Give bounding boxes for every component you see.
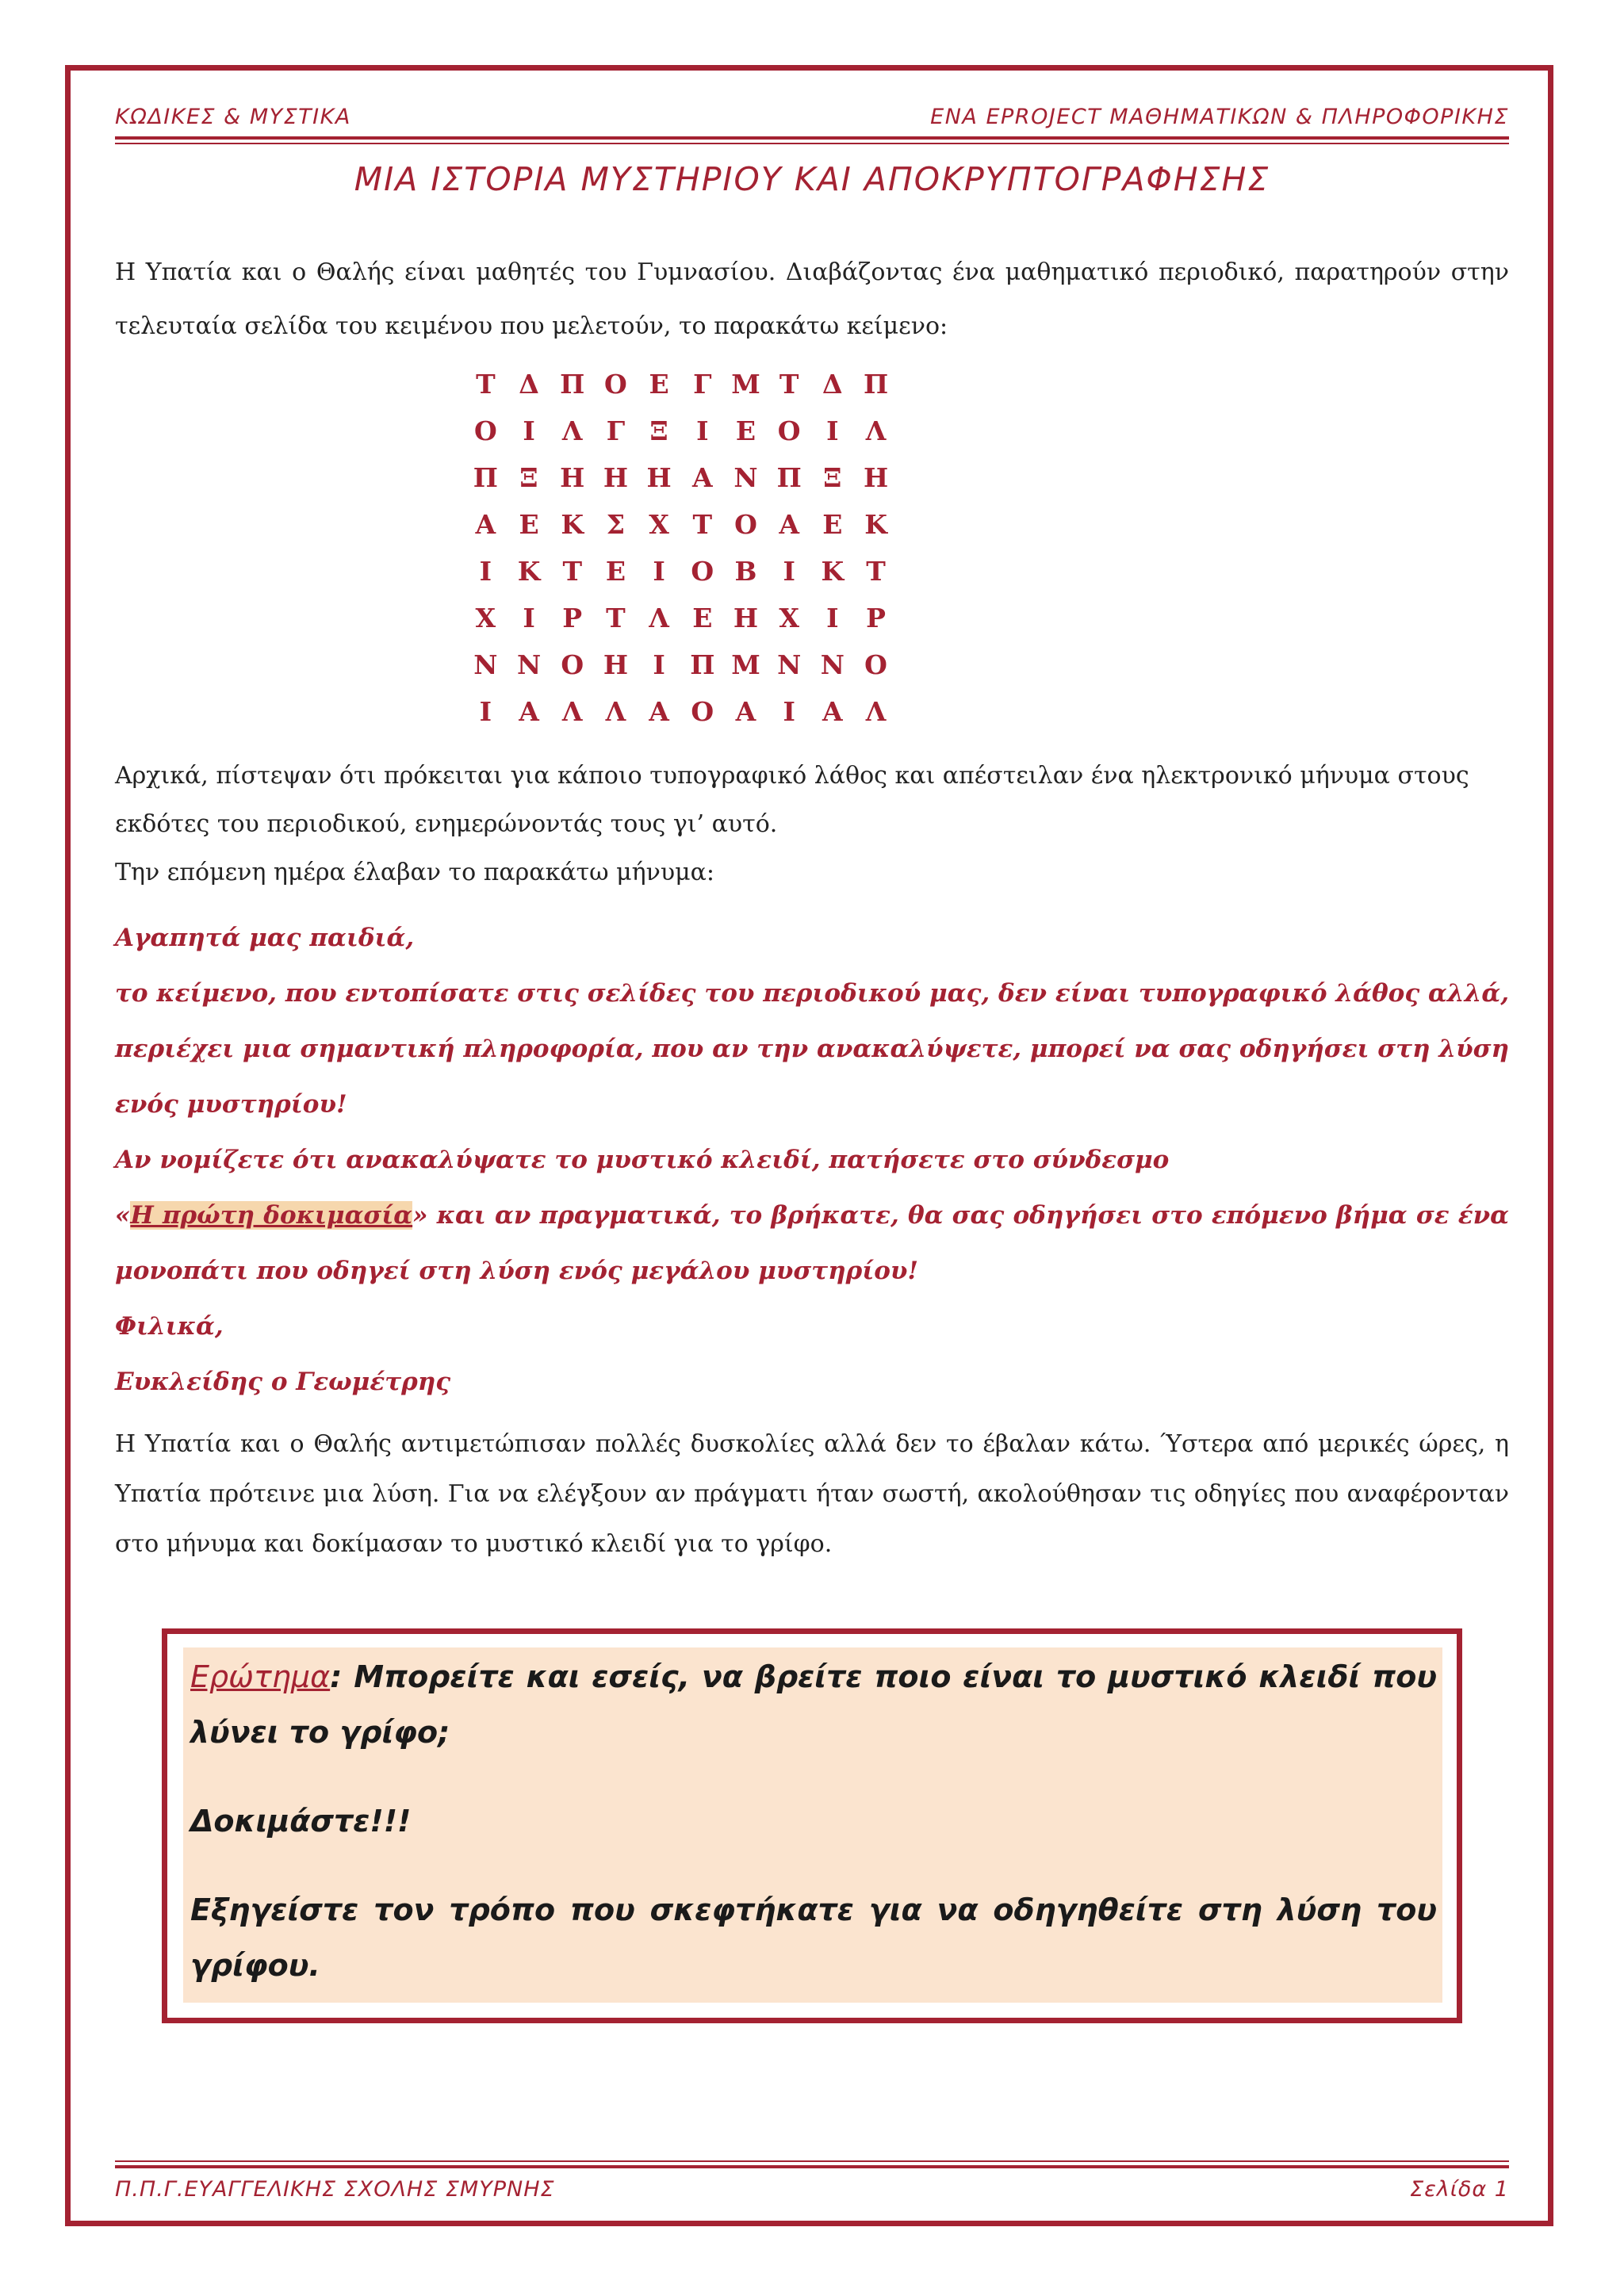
grid-cell: Ο	[473, 415, 497, 446]
grid-cell: Ι	[653, 649, 665, 680]
paragraph-two-line1: Αρχικά, πίστεψαν ότι πρόκειται για κάποιο τυπογραφικό λάθος και απέστειλαν ένα ηλεκτρονικό μήνυμα στους εκδότες του περιοδικού, ενημερώνοντάς τους γι’ αυτό.	[115, 762, 1469, 838]
header-divider-thin	[115, 143, 1509, 144]
letter-body-1: το κείμενο, που εντοπίσατε στις σελίδες του περιοδικού μας, δεν είναι τυπογραφικό λάθος αλλά, περιέχει μια σημαντική πληροφορία, που αν την ανακαλύψετε, μπορεί να σας οδηγήσει στη λύση ενός μυστηρίου!	[115, 979, 1509, 1119]
grid-cell: Χ	[649, 509, 669, 540]
grid-cell: Σ	[606, 509, 626, 540]
grid-cell: Λ	[865, 696, 887, 727]
grid-cell: Ι	[783, 696, 795, 727]
grid-cell: Α	[779, 509, 799, 540]
page-title: ΜΙΑ ΙΣΤΟΡΙΑ ΜΥΣΤΗΡΙΟΥ ΚΑΙ ΑΠΟΚΡΥΠΤΟΓΡΑΦΗΣΗΣ	[354, 160, 1270, 198]
question-text	[190, 1649, 1437, 1993]
grid-cell: Α	[475, 509, 496, 540]
page-footer	[115, 2175, 1509, 2207]
question-line	[190, 1649, 1437, 1760]
grid-cell: Ι	[653, 556, 665, 587]
letter-body-2: Αν νομίζετε ότι ανακαλύψατε το μυστικό κλειδί, πατήσετε στο σύνδεσμο	[115, 1146, 1170, 1174]
grid-cell: Ι	[479, 696, 492, 727]
grid-cell: Β	[734, 556, 757, 587]
grid-row	[464, 688, 898, 735]
grid-cell: Ε	[649, 369, 669, 400]
grid-cell: Τ	[866, 556, 886, 587]
grid-cell: Ξ	[649, 415, 668, 446]
grid-cell: Γ	[693, 369, 712, 400]
grid-cell: Ε	[735, 415, 756, 446]
letter-body-3	[115, 1188, 1509, 1299]
question-body: : Μπορείτε και εσείς, να βρείτε ποιο είναι το μυστικό κλειδί που λύνει το γρίφο;	[190, 1659, 1437, 1750]
first-challenge-link[interactable]: Η πρώτη δοκιμασία	[130, 1201, 413, 1230]
question-explain: Εξηγείστε τον τρόπο που σκεφτήκατε για να οδηγηθείτε στη λύση του γρίφου.	[190, 1892, 1437, 1983]
grid-cell: Τ	[692, 509, 713, 540]
grid-cell: Λ	[561, 415, 583, 446]
grid-cell: Ρ	[866, 603, 886, 633]
grid-cell: Τ	[779, 369, 799, 400]
grid-cell: Ε	[605, 556, 626, 587]
question-label: Ερώτημα	[190, 1659, 331, 1694]
grid-cell: Ι	[783, 556, 795, 587]
grid-cell: Χ	[779, 603, 799, 633]
grid-cell: Μ	[731, 649, 760, 680]
grid-cell: Η	[646, 462, 672, 493]
grid-cell: Ι	[826, 415, 839, 446]
grid-row	[464, 361, 898, 408]
grid-cell: Ν	[516, 649, 542, 680]
grid-cell: Ι	[696, 415, 709, 446]
page-number: Σελίδα 1	[1410, 2177, 1509, 2202]
intro-paragraph: Η Υπατία και ο Θαλής είναι μαθητές του Γυμνασίου. Διαβάζοντας ένα μαθηματικό περιοδικό, παρατηρούν στην τελευταία σελίδα του κειμένου που μελετούν, το παρακάτω κείμενο:	[115, 258, 1509, 340]
grid-cell: Ξ	[519, 462, 538, 493]
paragraph-two-line2: Την επόμενη ημέρα έλαβαν το παρακάτω μήνυμα:	[115, 859, 714, 886]
grid-cell: Κ	[821, 556, 845, 587]
grid-cell: Π	[560, 369, 585, 400]
grid-cell: Δ	[822, 369, 843, 400]
grid-cell: Κ	[864, 509, 887, 540]
grid-cell: Ν	[777, 649, 802, 680]
grid-cell: Ι	[523, 603, 535, 633]
grid-cell: Τ	[476, 369, 496, 400]
header-left: ΚΩΔΙΚΕΣ & ΜΥΣΤΙΚΑ	[115, 105, 351, 129]
paragraph-three: Η Υπατία και ο Θαλής αντιμετώπισαν πολλές δυσκολίες αλλά δεν το έβαλαν κάτω. Ύστερα από μερικές ώρες, η Υπατία πρότεινε μια λύση. Για να ελέγξουν αν πράγματι ήταν σωστή, ακολούθησαν τις οδηγίες που αναφέρονταν στο μήνυμα και δοκίμασαν το μυστικό κλειδί για το γρίφο.	[115, 1430, 1509, 1558]
grid-cell: Α	[519, 696, 539, 727]
grid-cell: Ο	[734, 509, 757, 540]
grid-cell: Ν	[733, 462, 758, 493]
letter-grid	[464, 361, 898, 735]
quote-open: «	[115, 1201, 131, 1230]
grid-cell: Ε	[822, 509, 843, 540]
page-header	[115, 100, 1509, 136]
header-right: ΕΝΑ EPROJECT ΜΑΘΗΜΑΤΙΚΩΝ & ΠΛΗΡΟΦΟΡΙΚΗΣ	[930, 105, 1509, 129]
link-highlight	[130, 1201, 412, 1230]
grid-cell: Ο	[691, 556, 714, 587]
grid-cell: Κ	[561, 509, 584, 540]
grid-row	[464, 408, 898, 454]
grid-cell: Π	[473, 462, 498, 493]
grid-cell: Ν	[820, 649, 845, 680]
header-divider	[115, 136, 1509, 140]
grid-row	[464, 641, 898, 688]
grid-cell: Ο	[864, 649, 887, 680]
grid-cell: Ε	[692, 603, 713, 633]
grid-cell: Η	[733, 603, 759, 633]
paragraph-two	[115, 752, 1509, 897]
grid-cell: Ο	[691, 696, 714, 727]
grid-cell: Τ	[562, 556, 582, 587]
grid-cell: Α	[735, 696, 756, 727]
grid-cell: Κ	[517, 556, 541, 587]
grid-cell: Ο	[777, 415, 801, 446]
grid-cell: Ρ	[562, 603, 583, 633]
grid-cell: Λ	[605, 696, 626, 727]
grid-cell: Ι	[826, 603, 839, 633]
grid-cell: Η	[560, 462, 585, 493]
grid-cell: Τ	[606, 603, 626, 633]
grid-row	[464, 548, 898, 595]
grid-row	[464, 454, 898, 501]
grid-cell: Α	[691, 462, 713, 493]
letter-body-3-text: » και αν πραγματικά, το βρήκατε, θα σας οδηγήσει στο επόμενο βήμα σε ένα μονοπάτι που οδηγεί στη λύση ενός μεγάλου μυστηρίου!	[115, 1201, 1509, 1285]
letter-signature: Ευκλείδης ο Γεωμέτρης	[115, 1368, 451, 1396]
grid-cell: Χ	[475, 603, 496, 633]
grid-cell: Α	[649, 696, 669, 727]
grid-cell: Π	[690, 649, 715, 680]
grid-cell: Λ	[649, 603, 669, 633]
footer-left: Π.Π.Γ.ΕΥΑΓΓΕΛΙΚΗΣ ΣΧΟΛΗΣ ΣΜΥΡΝΗΣ	[115, 2177, 555, 2202]
grid-row	[464, 595, 898, 641]
grid-row	[464, 501, 898, 548]
grid-cell: Ο	[561, 649, 584, 680]
grid-cell: Μ	[731, 369, 760, 400]
grid-cell: Ι	[479, 556, 492, 587]
grid-cell: Λ	[865, 415, 887, 446]
grid-cell: Ι	[523, 415, 535, 446]
editor-letter	[115, 910, 1509, 1410]
grid-cell: Η	[603, 649, 628, 680]
grid-cell: Δ	[519, 369, 539, 400]
footer-divider-thin	[115, 2160, 1509, 2162]
letter-greeting: Αγαπητά μας παιδιά,	[115, 924, 415, 952]
question-try: Δοκιμάστε!!!	[190, 1804, 412, 1839]
footer-divider	[115, 2165, 1509, 2168]
grid-cell: Ο	[604, 369, 627, 400]
grid-cell: Ξ	[823, 462, 842, 493]
grid-cell: Ε	[519, 509, 539, 540]
grid-cell: Ν	[473, 649, 498, 680]
grid-cell: Α	[822, 696, 843, 727]
grid-cell: Γ	[606, 415, 626, 446]
grid-cell: Η	[603, 462, 628, 493]
letter-closing: Φιλικά,	[115, 1312, 224, 1341]
grid-cell: Λ	[561, 696, 583, 727]
grid-cell: Η	[863, 462, 889, 493]
grid-cell: Π	[863, 369, 889, 400]
grid-cell: Π	[776, 462, 802, 493]
